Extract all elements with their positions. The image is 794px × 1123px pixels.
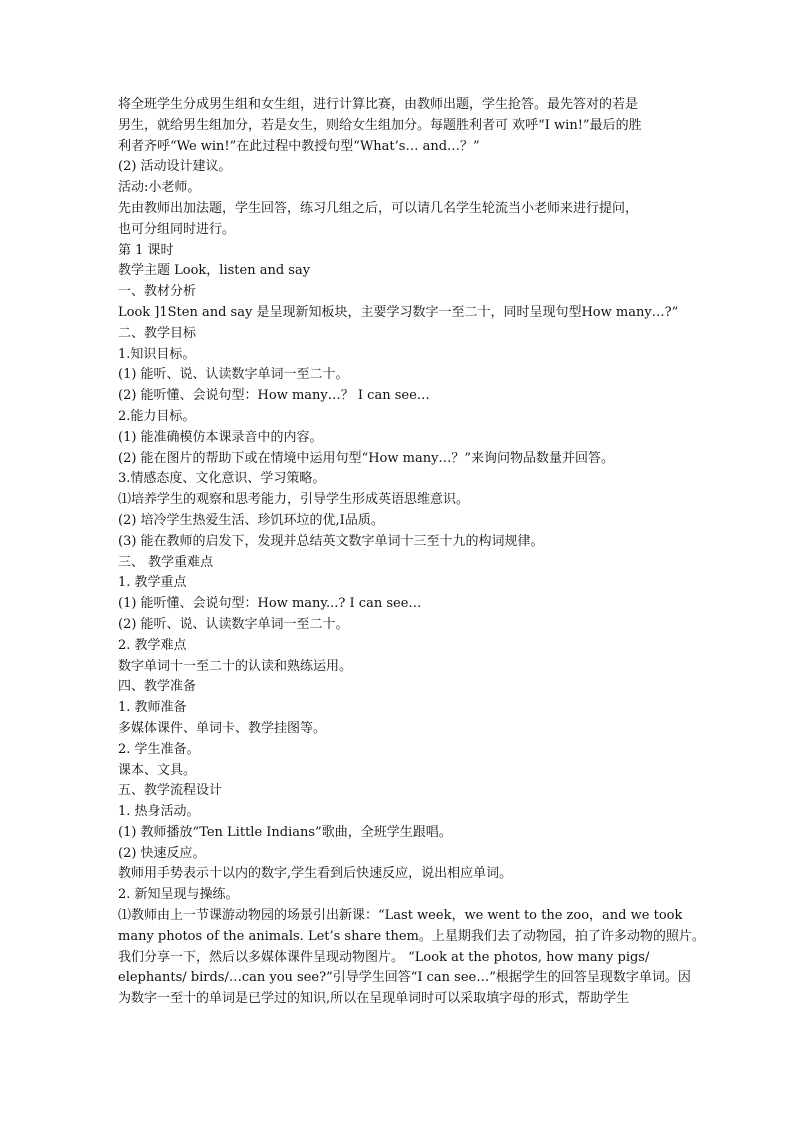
text-line-16: 2.能力目标。 (118, 408, 196, 424)
text-line-39: 2. 新知呈现与操练。 (118, 887, 239, 903)
text-line-4: (2) 活动设计建议。 (118, 159, 232, 175)
text-line-37: (2) 快速反应。 (118, 845, 206, 861)
text-line-35: 1. 热身活动。 (118, 804, 200, 820)
text-line-22: (3) 能在教师的启发下，发现并总结英文数字单词十三至十九的构词规律。 (118, 533, 544, 549)
text-line-44: 为数字一至十的单词是已学过的知识,所以在呈现单词时可以采取填字母的形式，帮助学生 (118, 991, 630, 1007)
text-line-25: (1) 能听懂、会说句型：How many...? I can see… (118, 596, 422, 612)
text-line-7: 也可分组同时进行。 (118, 221, 236, 237)
text-line-38: 教师用手势表示十以内的数字,学生看到后快速反应，说出相应单词。 (118, 866, 513, 882)
text-line-26: (2) 能听、说、认读数字单词一至二十。 (118, 616, 349, 632)
text-line-31: 多媒体课件、单词卡、教学挂图等。 (118, 720, 327, 736)
text-line-11: Look ]1Sten and say 是呈现新知板块，主要学习数字一至二十，同时呈现句型How many…?” (118, 304, 679, 320)
section-heading-4: 四、教学准备 (118, 679, 197, 695)
text-line-6: 先由教师出加法题，学生回答，练习几组之后，可以请几名学生轮流当小老师来进行提问， (118, 200, 639, 216)
text-line-33: 课本、文具。 (118, 762, 197, 778)
lesson-heading: 第 1 课时 (118, 242, 174, 258)
document-page (118, 95, 705, 1010)
lesson-topic: 教学主题 Look，listen and say (118, 263, 311, 279)
text-line-2: 男生，就给男生组加分，若是女生，则给女生组加分。每题胜利者可 欢呼“I win!”最后的胜 (118, 117, 642, 133)
text-line-41: many photos of the animals. Let’s share them。上星期我们去了动物园，拍了许多动物的照片。 (118, 928, 705, 944)
text-line-20: ⑴培养学生的观察和思考能力，引导学生形成英语思维意识。 (118, 492, 470, 508)
text-line-28: 数字单词十一至二十的认读和熟练运用。 (118, 658, 353, 674)
text-line-43: elephants/ birds/…can you see?”引导学生回答“I can see…”根据学生的回答呈现数字单词。因 (118, 970, 691, 986)
section-heading-2: 二、教学目标 (118, 325, 197, 341)
text-line-40: ⑴教师由上一节课游动物园的场景引出新课：“Last week，we went to the zoo，and we took (118, 908, 683, 924)
text-line-30: 1. 教师准备 (118, 700, 187, 716)
text-line-3: 利者齐呼“We win!”在此过程中教授句型“What’s… and…？” (118, 138, 480, 154)
text-line-1: 将全班学生分成男生组和女生组，进行计算比赛，由教师出题，学生抢答。最先答对的若是 (118, 97, 639, 112)
section-heading-3: 三、 教学重难点 (118, 554, 214, 570)
text-line-32: 2. 学生准备。 (118, 741, 200, 757)
text-line-21: (2) 培冷学生热爱生活、珍饥环垃的优,I品质。 (118, 512, 384, 528)
text-line-18: (2) 能在图片的帮助下或在情境中运用句型“How many…？”来询问物品数量并回答。 (118, 450, 615, 466)
section-heading-1: 一、教材分析 (118, 284, 197, 300)
text-line-36: (1) 教师播放“Ten Little Indians”歌曲，全班学生跟唱。 (118, 824, 452, 840)
text-line-5: 活动:小老师。 (118, 180, 201, 196)
text-line-14: (1) 能听、说、认读数字单词一至二十。 (118, 367, 349, 383)
text-line-24: 1. 教学重点 (118, 575, 187, 591)
text-line-42: 我们分享一下，然后以多媒体课件呈现动物图片。 “Look at the photos, how many pigs/ (118, 949, 650, 965)
text-line-17: (1) 能准确模仿本课录音中的内容。 (118, 429, 323, 445)
section-heading-5: 五、教学流程设计 (118, 783, 223, 799)
text-line-13: 1.知识目标。 (118, 346, 196, 362)
text-line-27: 2. 教学难点 (118, 637, 187, 653)
text-line-15: (2) 能听懂、会说句型：How many…？ I can see… (118, 388, 430, 404)
text-line-19: 3.情感态度、文化意识、学习策略。 (118, 471, 326, 487)
